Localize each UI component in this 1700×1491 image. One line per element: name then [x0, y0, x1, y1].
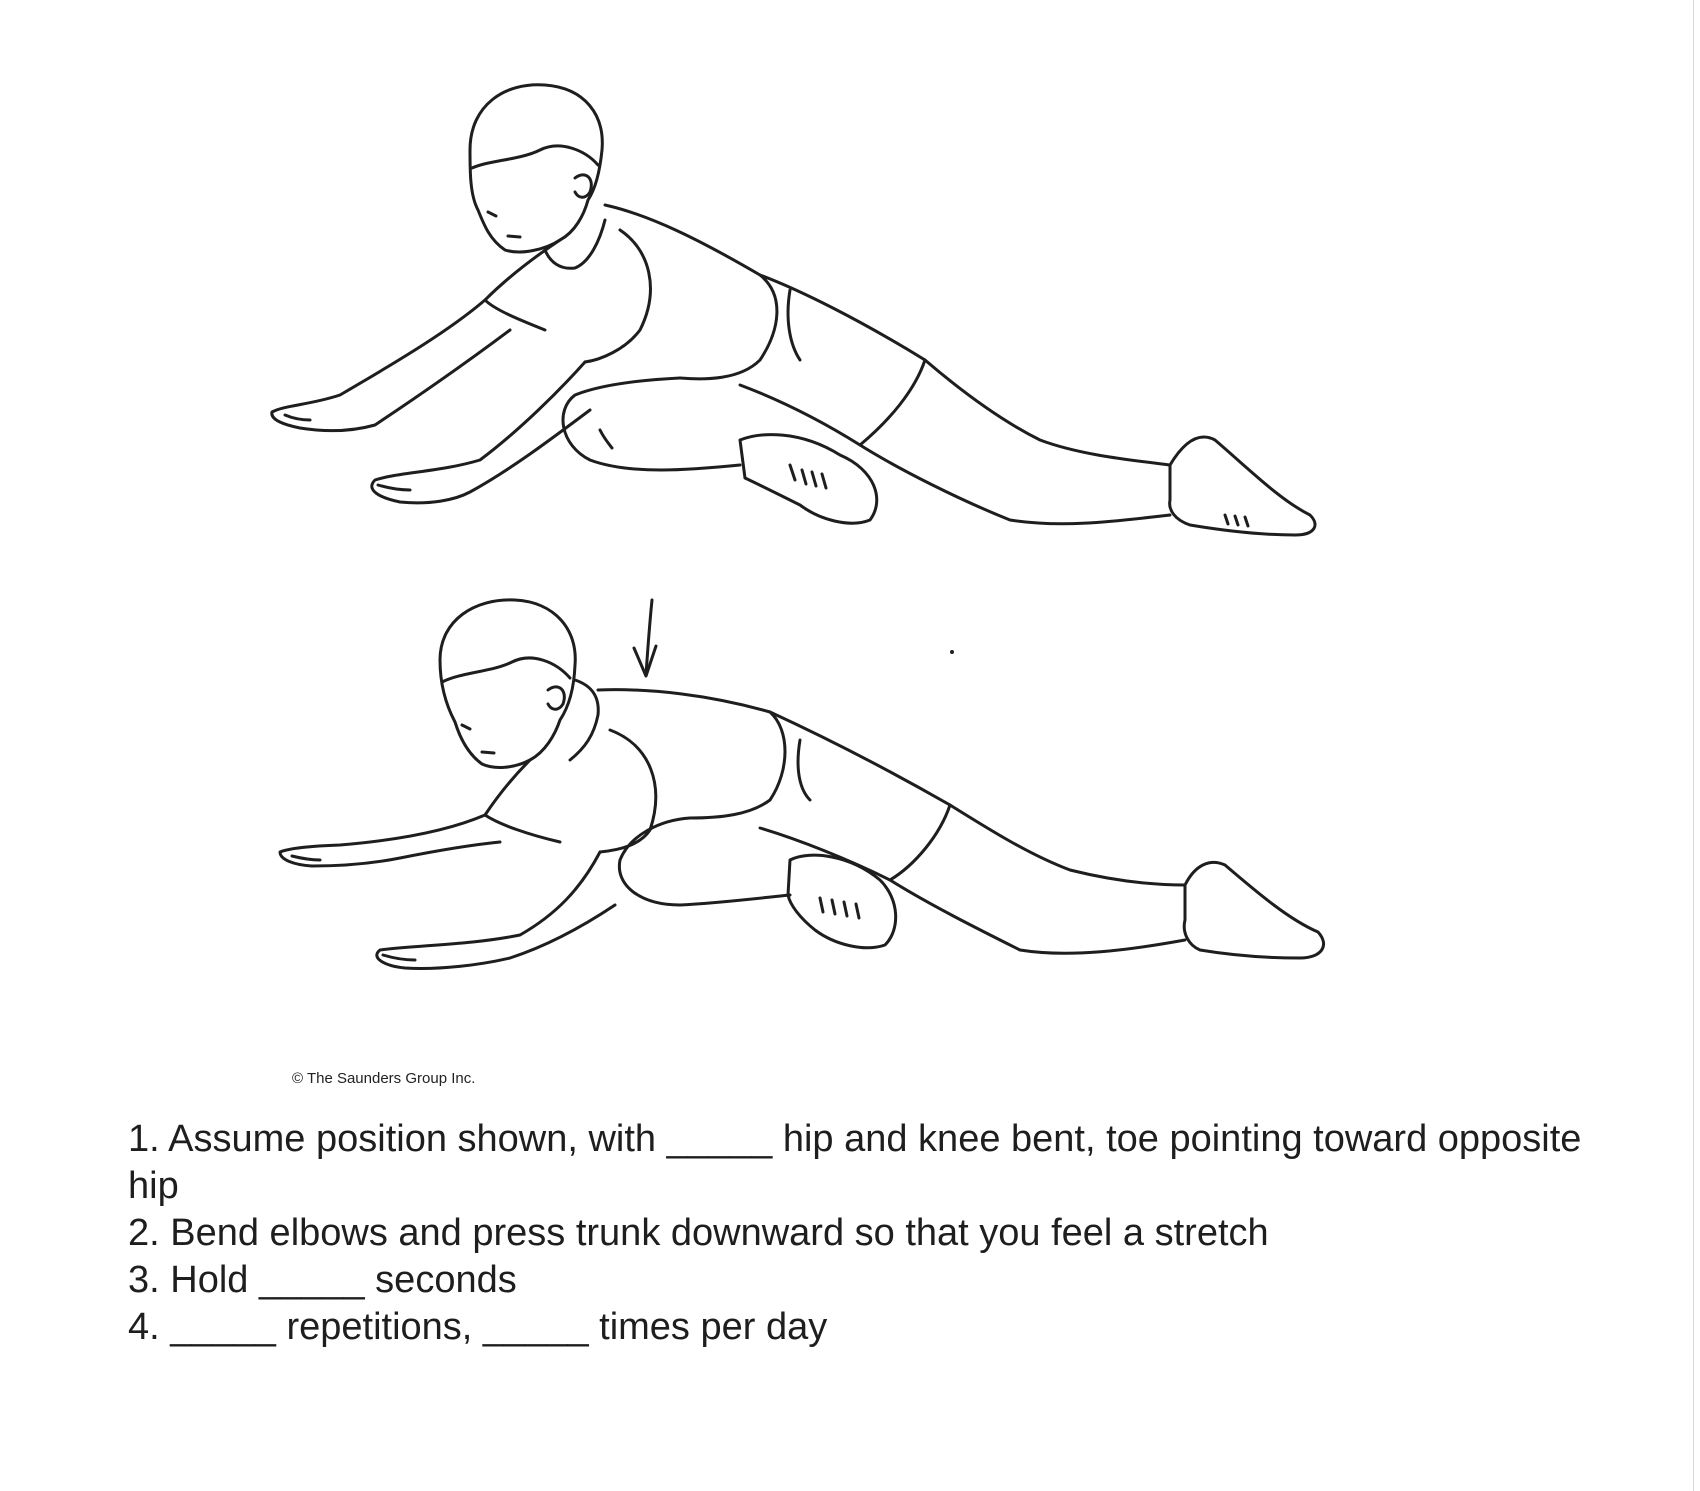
instruction-step-2: 2. Bend elbows and press trunk downward so that you feel a stretch [128, 1212, 1269, 1254]
down-arrow-icon [634, 600, 656, 676]
instruction-step-3: 3. Hold _____ seconds [128, 1259, 517, 1301]
instruction-step-1: 1. Assume position shown, with _____ hip and knee bent, toe pointing toward opposite hip [128, 1118, 1582, 1207]
instruction-step-4: 4. _____ repetitions, _____ times per day [128, 1306, 828, 1348]
copyright-notice: © The Saunders Group Inc. [292, 1070, 476, 1087]
instruction-list [128, 1116, 1608, 1351]
figure-stretch-position-icon [280, 600, 1324, 969]
figure-start-position-icon [272, 85, 1315, 535]
